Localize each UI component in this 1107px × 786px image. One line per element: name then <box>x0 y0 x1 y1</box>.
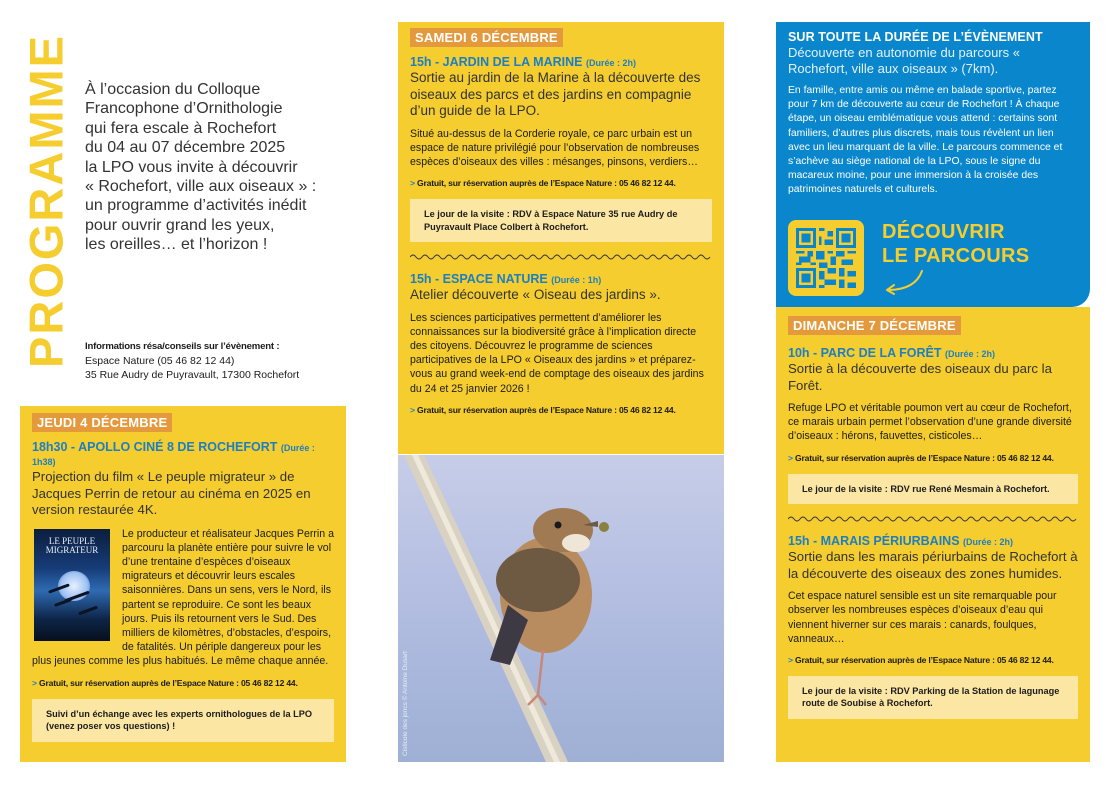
film-poster <box>34 529 110 641</box>
booking-text: Gratuit, sur réservation auprès de l’Espace Nature : 05 46 82 12 44. <box>417 178 676 189</box>
event-title <box>32 440 334 468</box>
parcours-heading: SUR TOUTE LA DURÉE DE L’ÉVÈNEMENT <box>788 30 1043 44</box>
poster-bird <box>54 598 72 607</box>
intro-line: Francophone d’Ornithologie <box>85 100 283 118</box>
rdv-box: Le jour de la visite : RDV rue René Mesmain à Rochefort. <box>788 474 1078 505</box>
event-lead: Sortie à la découverte des oiseaux du parc la Forêt. <box>788 361 1052 393</box>
date-tag: SAMEDI 6 DÉCEMBRE <box>410 28 563 47</box>
event-title-text: 15h - MARAIS PÉRIURBAINS <box>788 534 960 549</box>
event-lead: Sortie dans les marais périurbains de Rochefort à la découverte des oiseaux des zones humides. <box>788 549 1078 581</box>
booking-note: > Gratuit, sur réservation auprès de l’Espace Nature : 05 46 82 12 44. <box>788 452 1054 463</box>
parcours-section <box>776 22 1090 307</box>
booking-note: > Gratuit, sur réservation auprès de l’Espace Nature : 05 46 82 12 44. <box>410 178 676 189</box>
jeudi-section <box>20 406 346 762</box>
event-duration: (Durée : 2h) <box>963 537 1014 548</box>
booking-note: > Gratuit, sur réservation auprès de l’Espace Nature : 05 46 82 12 44. <box>32 677 298 688</box>
rdv-box: Le jour de la visite : RDV à Espace Nature 35 rue Audry de Puyravault Place Colbert à Rochefort. <box>410 199 712 242</box>
qr-code-icon <box>796 228 856 288</box>
wavy-divider <box>788 515 1078 523</box>
poster-title-line: MIGRATEUR <box>45 544 99 555</box>
event-title <box>410 55 712 69</box>
cisticole-illustration <box>398 455 724 762</box>
event-body: Les sciences participatives permettent d’améliorer les connaissances sur la biodiversité grâce à l’implication directe des citoyens. Découvrez le programme de sciences participatives de la LPO « Oiseaux des jardins » et préparez-vous au grand week-end de comptage des oiseaux des jardins du 24 et 25 janvier 2026 ! <box>410 311 704 395</box>
event-title <box>788 346 1078 360</box>
event-duration: (Durée : 1h) <box>551 275 602 286</box>
event-note-box: Suivi d’un échange avec les experts ornithologues de la LPO (venez poser vos questions) ! <box>32 699 334 742</box>
event-lead: Atelier découverte « Oiseau des jardins ». <box>410 287 661 303</box>
poster-title <box>34 537 110 555</box>
intro-line: du 04 au 07 décembre 2025 <box>85 139 286 157</box>
event-title-text: 18h30 - APOLLO CINÉ 8 DE ROCHEFORT <box>32 440 278 454</box>
contact-info-title: Informations résa/conseils sur l’évènement : <box>85 341 280 352</box>
cta-line: LE PARCOURS <box>882 245 1030 267</box>
qr-code[interactable] <box>788 220 864 296</box>
intro-line: un programme d’activités inédit <box>85 197 307 215</box>
film-block <box>32 527 334 669</box>
intro-line: qui fera escale à Rochefort <box>85 119 277 137</box>
cta-line: DÉCOUVRIR <box>882 221 1005 243</box>
poster-bird <box>78 605 98 615</box>
event-duration: (Durée : 2h) <box>944 349 995 359</box>
decouvrir-parcours-link[interactable] <box>882 220 1029 268</box>
event-body: Refuge LPO et véritable poumon vert au cœur de Rochefort, ce marais urbain permet l’observation d’une grande diversité d’oiseaux : hérons, fauvettes, cisticoles… <box>788 402 1072 443</box>
booking-text: Gratuit, sur réservation auprès de l’Espace Nature : 05 46 82 12 44. <box>39 677 298 688</box>
event-title <box>788 534 1078 548</box>
wavy-divider <box>410 253 712 261</box>
intro-line: pour ouvrir grand les yeux, <box>85 216 275 234</box>
event-body: Cet espace naturel sensible est un site remarquable pour observer les nombreuses espèces d’oiseaux d’eau qui viennent hiverner sur ces marais : canards, foulques, vanneaux… <box>788 590 1057 645</box>
event-lead: Projection du film « Le peuple migrateur » de Jacques Perrin de retour au cinéma en 2025 en version restaurée 4K. <box>32 469 311 517</box>
booking-note: > Gratuit, sur réservation auprès de l’Espace Nature : 05 46 82 12 44. <box>788 654 1054 665</box>
booking-text: Gratuit, sur réservation auprès de l’Espace Nature : 05 46 82 12 44. <box>795 452 1054 463</box>
programme-title-text: PROGRAMME <box>19 34 73 368</box>
bird-photo <box>398 455 724 762</box>
date-tag: DIMANCHE 7 DÉCEMBRE <box>788 316 961 335</box>
poster-title-line: LE PEUPLE <box>48 535 96 546</box>
contact-address: 35 Rue Audry de Puyravault, 17300 Rochefort <box>85 369 300 381</box>
bird-throat <box>562 534 590 552</box>
intro-paragraph <box>85 80 350 255</box>
programme-vertical-title <box>19 20 73 382</box>
event-title-text: 10h - PARC DE LA FORÊT <box>788 346 942 360</box>
bird-wing <box>496 548 580 612</box>
booking-text: Gratuit, sur réservation auprès de l’Espace Nature : 05 46 82 12 44. <box>417 404 676 415</box>
photo-credit: Cisticole des joncs © Antoine Dusart <box>402 651 409 756</box>
event-title-text: 15h - JARDIN DE LA MARINE <box>410 55 583 69</box>
bird-eye <box>555 522 562 529</box>
dimanche-section <box>776 307 1090 762</box>
booking-note: > Gratuit, sur réservation auprès de l’Espace Nature : 05 46 82 12 44. <box>410 404 676 415</box>
event-duration: (Durée : 1h38) <box>32 443 315 467</box>
rdv-box: Le jour de la visite : RDV Parking de la Station de lagunage route de Soubise à Rochefort. <box>788 676 1078 719</box>
contact-phone: Espace Nature (05 46 82 12 44) <box>85 355 235 367</box>
spider-prey <box>599 522 609 532</box>
intro-line: la LPO vous invite à découvrir <box>85 158 298 176</box>
booking-text: Gratuit, sur réservation auprès de l’Espace Nature : 05 46 82 12 44. <box>795 654 1054 665</box>
parcours-lead: Découverte en autonomie du parcours « Rochefort, ville aux oiseaux » (7km). <box>788 45 1020 76</box>
event-title <box>410 272 712 286</box>
parcours-body: En famille, entre amis ou même en balade sportive, partez pour 7 km de découverte au cœur de Rochefort ! À chaque étape, un oiseau emblématique vous attend : certains sont familiers, d’autres plus discrets, mais tous révèlent un lien avec un lieu marquant de la ville. Le parcours commence et s’achève au siège national de la LPO, sous le signe du macareux moine, pour une immersion à la croisée des patrimoines naturels et culturels. <box>788 85 1063 196</box>
contact-info <box>85 340 299 382</box>
intro-line: les oreilles… et l’horizon ! <box>85 236 268 254</box>
intro-line: « Rochefort, ville aux oiseaux » : <box>85 178 317 196</box>
event-duration: (Durée : 2h) <box>585 58 636 68</box>
curved-arrow-icon <box>880 268 930 296</box>
event-lead: Sortie au jardin de la Marine à la découverte des oiseaux des parcs et des jardins en compagnie d’un guide de la LPO. <box>410 70 701 118</box>
event-body: Le producteur et réalisateur Jacques Perrin a parcouru la planète entière pour suivre le vol d’une trentaine d’espèces d’oiseaux migrateurs et découvrir leurs escales saisonnières. Dans un sens, vers le Nord, ils partent se reproduire. Ce sont les beaux jours. Puis ils retournent vers le Sud. Des milliers de kilomètres, d’obstacles, d’espoirs, de fatalités. Un périple dangereux pour les plus jeunes comme les plus habitués. Le même chaque année. <box>32 527 334 668</box>
intro-line: À l’occasion du Colloque <box>85 81 261 98</box>
date-tag: JEUDI 4 DÉCEMBRE <box>32 413 172 432</box>
event-body: Situé au-dessus de la Corderie royale, ce parc urbain est un espace de nature privilégié pour l’observation de nombreuses espèces d’oiseaux des villes : mésanges, pinsons, verdiers… <box>410 127 700 168</box>
samedi-section <box>398 22 724 454</box>
event-title-text: 15h - ESPACE NATURE <box>410 272 548 287</box>
